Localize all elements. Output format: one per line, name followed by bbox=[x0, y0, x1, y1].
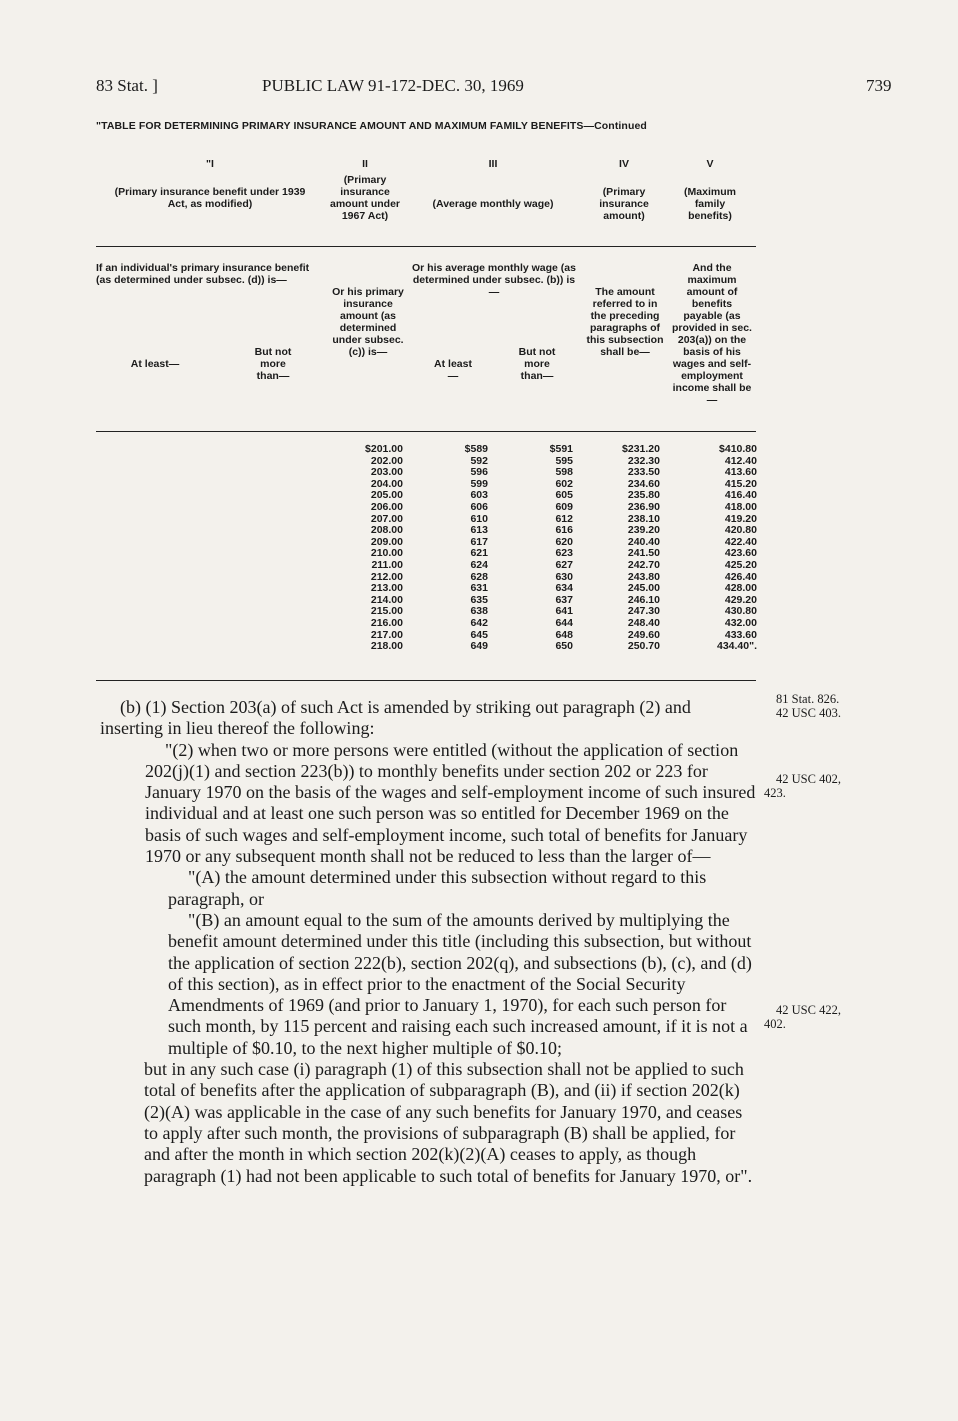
table-cell: 644 bbox=[555, 616, 573, 629]
table-cell: 610 bbox=[470, 512, 488, 525]
table-cell: 213.00 bbox=[370, 582, 403, 595]
table-cell: 216.00 bbox=[370, 616, 403, 629]
table-cell: 630 bbox=[555, 570, 573, 583]
table-cell: 422.40 bbox=[724, 535, 757, 548]
table-cell: 248.40 bbox=[627, 616, 660, 629]
table-cell: 621 bbox=[470, 547, 488, 560]
table-cell: 245.00 bbox=[627, 582, 660, 595]
col1b-subhead: But not more than— bbox=[254, 346, 292, 382]
paragraph-b1: (b) (1) Section 203(a) of such Act is amended by striking out paragraph (2) and inserting in lieu thereof the following: bbox=[100, 697, 691, 739]
table-cell: 217.00 bbox=[370, 628, 403, 641]
table-cell: 628 bbox=[470, 570, 488, 583]
table-cell: 603 bbox=[470, 489, 488, 502]
running-head-left: 83 Stat. ] bbox=[96, 76, 158, 95]
table-cell: $591 bbox=[549, 443, 573, 455]
statute-body bbox=[100, 697, 758, 1187]
table-cell: 212.00 bbox=[370, 570, 403, 583]
table-cell: 638 bbox=[470, 605, 488, 618]
table-cell: 203.00 bbox=[370, 466, 403, 479]
margin-note-3: 42 USC 422, 402. bbox=[764, 1003, 841, 1031]
table-cell: 606 bbox=[470, 500, 488, 513]
table-rule-top bbox=[96, 246, 756, 247]
col1-number: "I bbox=[206, 158, 214, 170]
col1-title: (Primary insurance benefit under 1939 Act, as modified) bbox=[114, 186, 306, 210]
col4-subhead: The amount referred to in the preceding paragraphs of this subsection shall be— bbox=[586, 286, 664, 358]
table-cell: 650 bbox=[555, 640, 573, 653]
table-cell: 208.00 bbox=[370, 524, 403, 537]
paragraph-tail: but in any such case (i) paragraph (1) of this subsection shall not be applied to such total of benefits after the application of subparagraph (B), and (ii) if section 202(k)(2)(A) was applicable in the case of any such benefits for January 1970, and ceases to apply after such month, the provisions of subparagraph (B) shall be applied, for and after the month in which section 202(k)(2)(A) ceases to apply, as though paragraph (1) had not been applicable to such total of benefits for January 1970, or". bbox=[144, 1059, 753, 1186]
table-cell: $201.00 bbox=[365, 443, 403, 455]
col5-number: V bbox=[706, 158, 714, 170]
table-cell: 415.20 bbox=[724, 477, 757, 490]
table-cell: 235.80 bbox=[627, 489, 660, 502]
table-cell: 605 bbox=[555, 489, 573, 502]
col3-title: (Average monthly wage) bbox=[432, 198, 554, 210]
table-cell: 596 bbox=[470, 466, 488, 479]
table-cell: 236.90 bbox=[627, 500, 660, 513]
table-cell: 247.30 bbox=[627, 605, 660, 618]
table-cell: 642 bbox=[470, 616, 488, 629]
table-cell: 648 bbox=[555, 628, 573, 641]
table-cell: 204.00 bbox=[370, 477, 403, 490]
table-rule-mid bbox=[96, 431, 756, 432]
margin-note-1: 81 Stat. 826. 42 USC 403. bbox=[776, 692, 841, 720]
col4-number: IV bbox=[619, 158, 629, 170]
col5-values bbox=[676, 444, 757, 653]
table-cell: 631 bbox=[470, 582, 488, 595]
table-cell: 240.40 bbox=[627, 535, 660, 548]
subparagraph-a: "(A) the amount determined under this subsection without regard to this paragraph, or bbox=[168, 867, 707, 909]
table-cell: 209.00 bbox=[370, 535, 403, 548]
table-cell: 242.70 bbox=[627, 558, 660, 571]
running-head-title: PUBLIC LAW 91-172-DEC. 30, 1969 bbox=[262, 76, 524, 95]
table-cell: $231.20 bbox=[622, 443, 660, 455]
table-cell: 426.40 bbox=[724, 570, 757, 583]
table-cell: 425.20 bbox=[724, 558, 757, 571]
table-cell: 423.60 bbox=[724, 547, 757, 560]
table-cell: 613 bbox=[470, 524, 488, 537]
table-cell: 609 bbox=[555, 500, 573, 513]
table-cell: 211.00 bbox=[371, 558, 403, 571]
table-cell: 207.00 bbox=[370, 512, 403, 525]
table-cell: 641 bbox=[555, 605, 573, 618]
col2-subhead: Or his primary insurance amount (as determined under subsec. (c)) is— bbox=[332, 286, 404, 358]
margin-note-2: 42 USC 402, 423. bbox=[764, 772, 841, 800]
table-cell: 595 bbox=[555, 454, 573, 467]
col5-title: (Maximum family benefits) bbox=[684, 186, 736, 222]
page-number: 739 bbox=[866, 76, 892, 95]
paragraph-2: "(2) when two or more persons were entitled (without the application of section 202(j)(1) and section 223(b)) to monthly benefits under section 202 or 223 for January 1970 on the basis of the wages and self-employment income of such insured individual and at least one such person was so entitled for December 1969 on the basis of such wages and self-employment income, such total of benefits for January 1970 or any subsequent month shall not be reduced to less than the larger of— bbox=[145, 739, 756, 867]
table-cell: 616 bbox=[555, 524, 573, 537]
table-cell: 634 bbox=[555, 582, 573, 595]
table-cell: 429.20 bbox=[724, 593, 757, 606]
col3-number: III bbox=[488, 158, 498, 170]
table-cell: 432.00 bbox=[724, 616, 757, 629]
table-cell: 433.60 bbox=[724, 628, 757, 641]
table-cell: 637 bbox=[555, 593, 573, 606]
table-cell: $410.80 bbox=[719, 443, 757, 455]
col4-values bbox=[590, 444, 660, 653]
table-cell: 598 bbox=[555, 466, 573, 479]
table-cell: 592 bbox=[470, 454, 488, 467]
table-rule-bottom bbox=[96, 680, 756, 681]
table-cell: 215.00 bbox=[370, 605, 403, 618]
table-cell: 218.00 bbox=[370, 640, 403, 653]
table-cell: 602 bbox=[555, 477, 573, 490]
table-cell: 413.60 bbox=[724, 466, 757, 479]
table-cell: 620 bbox=[555, 535, 573, 548]
col2-number: II bbox=[362, 158, 368, 170]
table-cell: 627 bbox=[555, 558, 573, 571]
table-cell: $589 bbox=[464, 443, 488, 455]
table-cell: 249.60 bbox=[627, 628, 660, 641]
table-cell: 418.00 bbox=[724, 500, 757, 513]
table-cell: 416.40 bbox=[724, 489, 757, 502]
table-cell: 412.40 bbox=[724, 454, 757, 467]
table-cell: 241.50 bbox=[627, 547, 660, 560]
col3-subhead: Or his average monthly wage (as determined under subsec. (b)) is— bbox=[412, 262, 576, 298]
table-cell: 599 bbox=[470, 477, 488, 490]
subparagraph-b: "(B) an amount equal to the sum of the amounts derived by multiplying the benefit amount determined under this title (including this subsection, but without the application of section 222(b), section 202(q), and subsections (b), (c), and (d) of this section), as in effect prior to the enactment of the Social Security Amendments of 1969 (and prior to January 1, 1970), for each such person for such month, by 115 percent and raising each such increased amount, if it is not a multiple of $0.10, to the next higher multiple of $0.10; bbox=[168, 909, 752, 1058]
table-title: "TABLE FOR DETERMINING PRIMARY INSURANCE AMOUNT AND MAXIMUM FAMILY BENEFITS—Continued bbox=[96, 120, 647, 132]
table-cell: 233.50 bbox=[627, 466, 660, 479]
col1a-subhead: At least— bbox=[130, 358, 180, 370]
table-cell: 617 bbox=[470, 535, 488, 548]
table-cell: 232.30 bbox=[627, 454, 660, 467]
table-cell: 214.00 bbox=[370, 593, 403, 606]
table-cell: 612 bbox=[555, 512, 573, 525]
table-cell: 624 bbox=[470, 558, 488, 571]
table-cell: 234.60 bbox=[627, 477, 660, 490]
table-cell: 243.80 bbox=[627, 570, 660, 583]
table-cell: 428.00 bbox=[724, 582, 757, 595]
table-cell: 623 bbox=[555, 547, 573, 560]
table-cell: 635 bbox=[470, 593, 488, 606]
col1-subhead: If an individual's primary insurance benefit (as determined under subsec. (d)) is— bbox=[96, 262, 310, 286]
col3b-values bbox=[528, 444, 573, 653]
table-cell: 419.20 bbox=[724, 512, 757, 525]
table-cell: 649 bbox=[470, 640, 488, 653]
table-cell: 206.00 bbox=[370, 500, 403, 513]
table-cell: 645 bbox=[470, 628, 488, 641]
col5-subhead: And the maximum amount of benefits payable (as provided in sec. 203(a)) on the basis of his wages and self-employment income shall be— bbox=[672, 262, 752, 406]
col3b-subhead: But not more than— bbox=[518, 346, 556, 382]
table-cell: 238.10 bbox=[627, 512, 660, 525]
table-cell: 434.40". bbox=[716, 640, 757, 653]
col3a-subhead: At least— bbox=[434, 358, 472, 382]
table-cell: 430.80 bbox=[724, 605, 757, 618]
table-cell: 210.00 bbox=[370, 547, 403, 560]
col2-values bbox=[340, 444, 403, 653]
col3a-values bbox=[440, 444, 488, 653]
col4-title: (Primary insurance amount) bbox=[599, 186, 649, 222]
col2-title: (Primary insurance amount under 1967 Act) bbox=[330, 174, 400, 222]
table-cell: 202.00 bbox=[370, 454, 403, 467]
table-cell: 246.10 bbox=[627, 593, 660, 606]
table-cell: 239.20 bbox=[627, 524, 660, 537]
table-cell: 250.70 bbox=[627, 640, 660, 653]
table-cell: 205.00 bbox=[370, 489, 403, 502]
table-cell: 420.80 bbox=[724, 524, 757, 537]
